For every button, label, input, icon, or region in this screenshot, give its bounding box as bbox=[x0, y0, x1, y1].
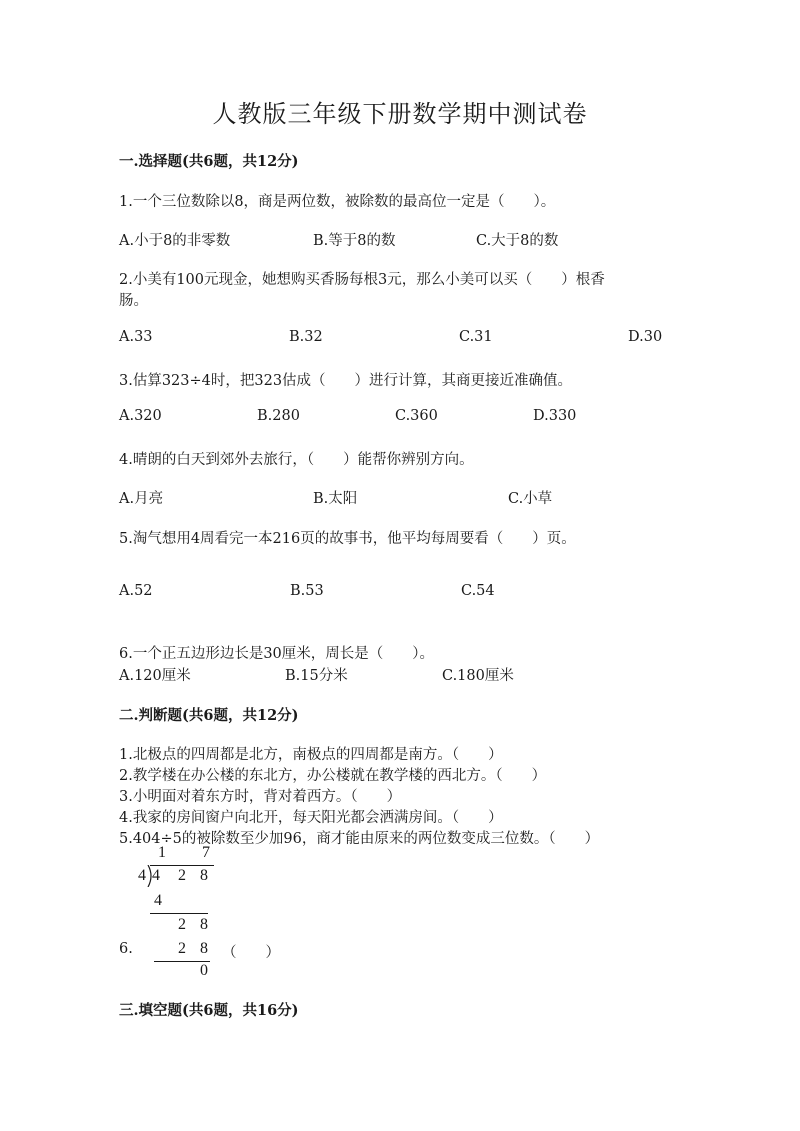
question-1: 1.一个三位数除以8，商是两位数，被除数的最高位一定是（ ）。 bbox=[119, 194, 556, 210]
judge-item-6-blank: （ ） bbox=[222, 945, 280, 961]
quotient-digit: 1 bbox=[158, 844, 166, 861]
option-3a: A.320 bbox=[119, 408, 162, 424]
option-1b: B.等于8的数 bbox=[313, 233, 396, 249]
option-3d: D.330 bbox=[533, 408, 577, 424]
question-2-line2: 肠。 bbox=[119, 293, 148, 309]
option-5a: A.52 bbox=[119, 583, 153, 599]
judge-item-6-number: 6. bbox=[119, 941, 133, 957]
quotient-digit: 7 bbox=[202, 844, 210, 861]
step-digit: 8 bbox=[200, 916, 208, 933]
section-heading-choice: 一.选择题(共6题，共12分) bbox=[119, 153, 299, 170]
dividend-digit: 4 bbox=[152, 867, 160, 884]
question-3: 3.估算323÷4时，把323估成（ ）进行计算，其商更接近准确值。 bbox=[119, 373, 573, 389]
option-1a: A.小于8的非零数 bbox=[119, 233, 231, 249]
option-2b: B.32 bbox=[289, 329, 323, 345]
step-digit: 8 bbox=[200, 940, 208, 957]
remainder-digit: 0 bbox=[200, 962, 208, 979]
question-2-line1: 2.小美有100元现金，她想购买香肠每根3元，那么小美可以买（ ）根香 bbox=[119, 272, 605, 288]
section-heading-judge: 二.判断题(共6题，共12分) bbox=[119, 707, 299, 724]
judge-item-5: 5.404÷5的被除数至少加96，商才能由原来的两位数变成三位数。（ ） bbox=[119, 831, 600, 847]
dividend-digit: 2 bbox=[178, 867, 186, 884]
divisor: 4 bbox=[138, 867, 146, 884]
dividend-digit: 8 bbox=[200, 867, 208, 884]
question-6: 6.一个正五边形边长是30厘米，周长是（ ）。 bbox=[119, 646, 435, 662]
question-4: 4.晴朗的白天到郊外去旅行，（ ）能帮你辨别方向。 bbox=[119, 452, 474, 468]
option-2d: D.30 bbox=[628, 329, 663, 345]
subtraction-line bbox=[150, 913, 208, 914]
option-4b: B.太阳 bbox=[313, 491, 358, 507]
judge-item-2: 2.教学楼在办公楼的东北方，办公楼就在教学楼的西北方。（ ） bbox=[119, 768, 547, 784]
option-1c: C.大于8的数 bbox=[476, 233, 559, 249]
option-5c: C.54 bbox=[461, 583, 495, 599]
step-digit: 2 bbox=[178, 916, 186, 933]
division-bar bbox=[150, 865, 214, 866]
option-6b: B.15分米 bbox=[285, 668, 348, 684]
option-4a: A.月亮 bbox=[119, 491, 164, 507]
judge-item-1: 1.北极点的四周都是北方，南极点的四周都是南方。（ ） bbox=[119, 747, 503, 763]
option-4c: C.小草 bbox=[508, 491, 553, 507]
judge-item-4: 4.我家的房间窗户向北开，每天阳光都会洒满房间。（ ） bbox=[119, 810, 503, 826]
option-2c: C.31 bbox=[459, 329, 493, 345]
section-heading-fill: 三.填空题(共6题，共16分) bbox=[119, 1002, 299, 1019]
option-6c: C.180厘米 bbox=[442, 668, 514, 684]
option-6a: A.120厘米 bbox=[119, 668, 191, 684]
page-title: 人教版三年级下册数学期中测试卷 bbox=[212, 100, 588, 128]
option-3b: B.280 bbox=[257, 408, 300, 424]
option-3c: C.360 bbox=[395, 408, 438, 424]
step-digit: 4 bbox=[154, 892, 162, 909]
judge-item-3: 3.小明面对着东方时，背对着西方。（ ） bbox=[119, 789, 402, 805]
option-5b: B.53 bbox=[290, 583, 324, 599]
question-5: 5.淘气想用4周看完一本216页的故事书，他平均每周要看（ ）页。 bbox=[119, 531, 576, 547]
option-2a: A.33 bbox=[119, 329, 153, 345]
step-digit: 2 bbox=[178, 940, 186, 957]
